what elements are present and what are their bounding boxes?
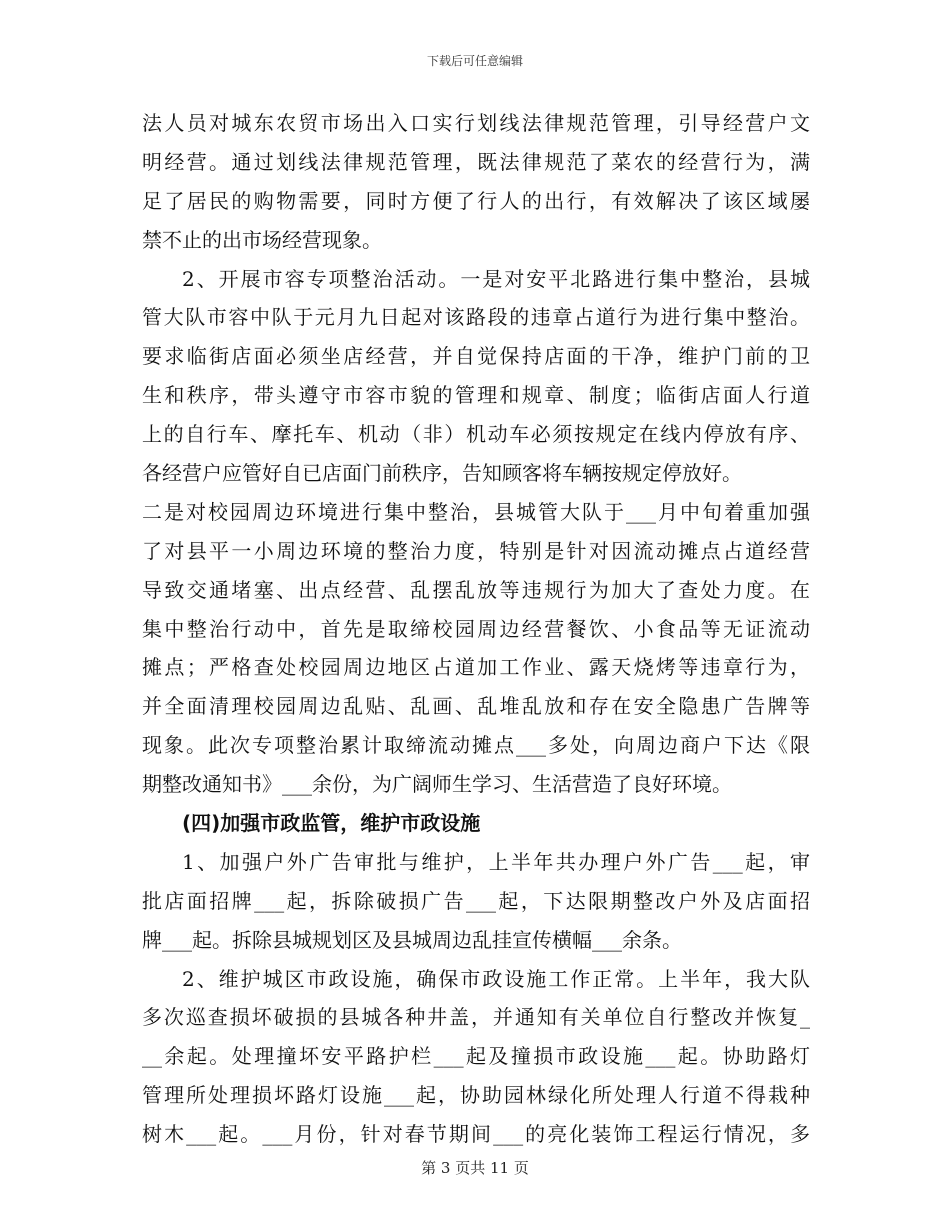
page-header: 下载后可任意编辑 — [426, 54, 523, 68]
text-line: 了对县平一小周边环境的整治力度，特别是针对因流动摊点占道经营 — [142, 538, 810, 563]
text-line: 足了居民的购物需要，同时方便了行人的出行，有效解决了该区域屡 — [142, 188, 810, 213]
page-footer: 第 3 页共 11 页 — [421, 1159, 529, 1177]
text-line: 管理所处理损坏路灯设施___起，协助园林绿化所处理人行道不得栽种 — [142, 1083, 810, 1108]
text-line: 期整改通知书》___余份，为广阔师生学习、生活营造了良好环境。 — [142, 772, 732, 797]
text-line: 集中整治行动中，首先是取缔校园周边经营餐饮、小食品等无证流动 — [142, 616, 810, 641]
text-line: 禁不止的出市场经营现象。 — [142, 227, 382, 252]
text-line: 各经营户应管好自已店面门前秩序，告知顾客将车辆按规定停放好。 — [142, 461, 742, 486]
text-line: 导致交通堵塞、出点经营、乱摆乱放等违规行为加大了查处力度。在 — [142, 577, 810, 602]
text-line: 2、开展市容专项整治活动。一是对安平北路进行集中整治，县城 — [182, 266, 810, 291]
text-line: 牌___起。拆除县城规划区及县城周边乱挂宣传横幅___余条。 — [142, 927, 682, 952]
text-line: 2、维护城区市政设施，确保市政设施工作正常。上半年，我大队 — [182, 966, 810, 991]
text-line: 树木___起。___月份，针对春节期间___的亮化装饰工程运行情况，多 — [142, 1122, 810, 1147]
text-line: 现象。此次专项整治累计取缔流动摊点___多处，向周边商户下达《限 — [142, 733, 810, 758]
text-line: 并全面清理校园周边乱贴、乱画、乱堆乱放和存在安全隐患广告牌等 — [142, 694, 810, 719]
text-line: __余起。处理撞坏安平路护栏___起及撞损市政设施___起。协助路灯 — [142, 1044, 810, 1069]
text-line: 多次巡查损坏破损的县城各种井盖，并通知有关单位自行整改并恢复_ — [142, 1005, 810, 1030]
text-line: 二是对校园周边环境进行集中整治，县城管大队于___月中旬着重加强 — [142, 499, 810, 524]
text-line: 批店面招牌___起，拆除破损广告___起，下达限期整改户外及店面招 — [142, 888, 810, 913]
document-body — [142, 104, 810, 1154]
text-line: 1、加强户外广告审批与维护，上半年共办理户外广告___起，审 — [182, 849, 810, 874]
text-line: 生和秩序，带头遵守市容市貌的管理和规章、制度；临街店面人行道 — [142, 383, 810, 408]
text-line: 明经营。通过划线法律规范管理，既法律规范了菜农的经营行为，满 — [142, 149, 810, 174]
text-line: 上的自行车、摩托车、机动（非）机动车必须按规定在线内停放有序、 — [142, 422, 810, 447]
text-line: 要求临街店面必须坐店经营，并自觉保持店面的干净，维护门前的卫 — [142, 344, 810, 369]
text-line: 摊点；严格查处校园周边地区占道加工作业、露天烧烤等违章行为， — [142, 655, 810, 680]
text-line: 法人员对城东农贸市场出入口实行划线法律规范管理，引导经营户文 — [142, 111, 810, 135]
section-heading: (四)加强市政监管，维护市政设施 — [182, 811, 481, 836]
text-line: 管大队市容中队于元月九日起对该路段的违章占道行为进行集中整治。 — [142, 305, 810, 330]
